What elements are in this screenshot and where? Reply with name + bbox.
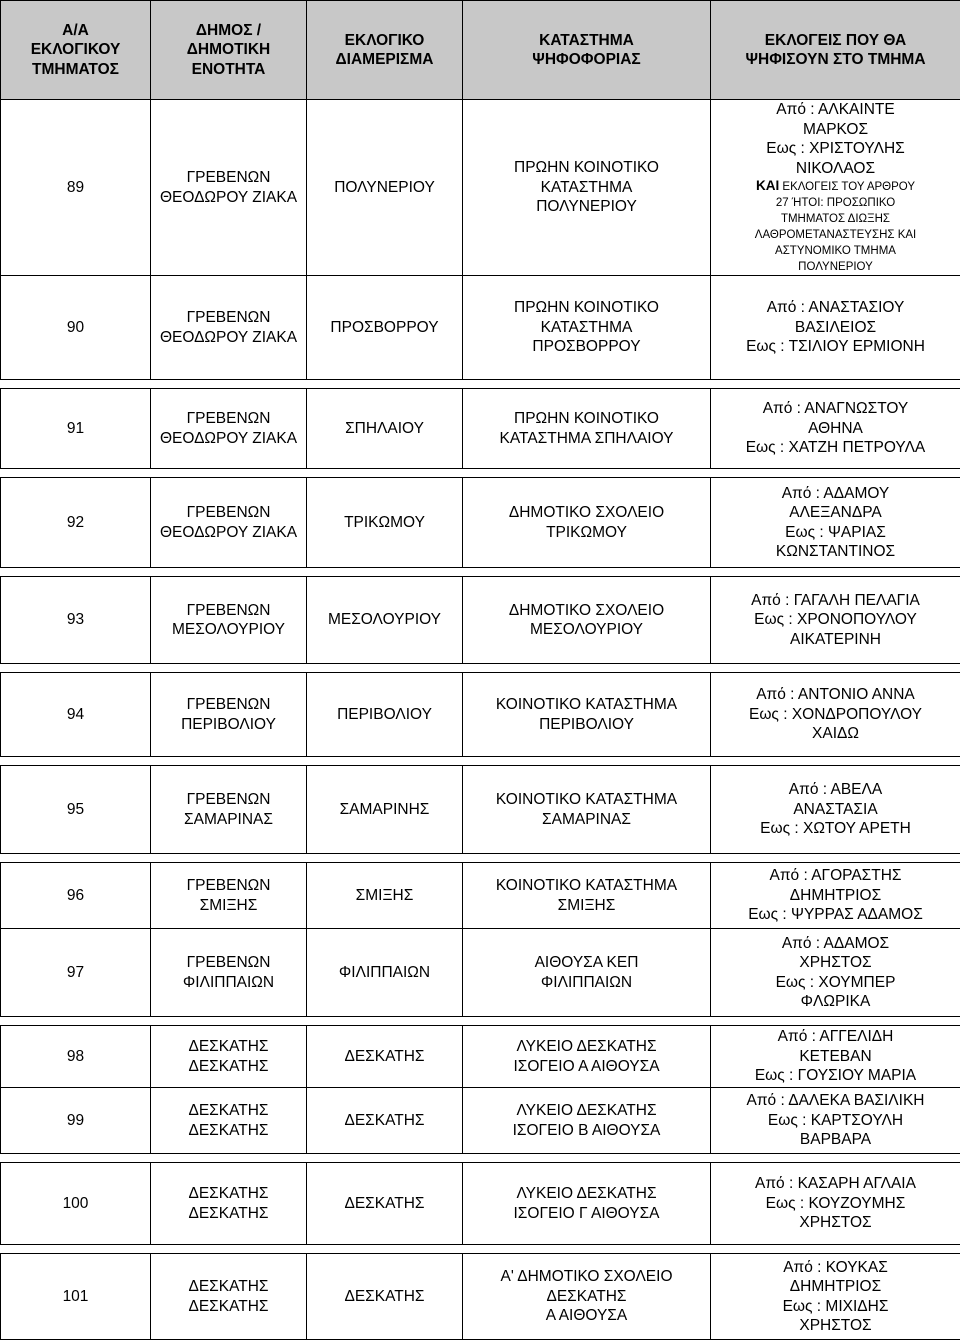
cell-line: Από : ΑΝΤΟΝΙΟ ΑΝΝΑ — [713, 685, 958, 705]
cell-katastima — [463, 766, 711, 854]
header-line: ΕΚΛΟΓΙΚΟ — [309, 31, 460, 51]
header-line: ΕΚΛΟΓΙΚΟΥ — [3, 40, 148, 60]
table-row — [1, 276, 960, 380]
row-number: 89 — [1, 100, 151, 276]
cell-ekloges — [711, 673, 960, 757]
cell-line: Εως : ΧΑΤΖΗ ΠΕΤΡΟΥΛΑ — [713, 438, 958, 458]
cell-line: ΔΕΣΚΑΤΗΣ — [153, 1297, 304, 1317]
cell-dimos — [151, 1254, 307, 1340]
row-number: 96 — [1, 863, 151, 929]
table-row — [1, 1088, 960, 1154]
row-number: 94 — [1, 673, 151, 757]
cell-dimos — [151, 389, 307, 469]
cell-dimos — [151, 766, 307, 854]
cell-line: ΠΡΩΗΝ ΚΟΙΝΟΤΙΚΟ — [465, 298, 708, 318]
row-number: 101 — [1, 1254, 151, 1340]
cell-line: ΣΑΜΑΡΙΝΑΣ — [465, 810, 708, 830]
cell-ekloges — [711, 863, 960, 929]
cell-line: Από : ΑΛΚΑΙΝΤΕ — [713, 100, 958, 120]
cell-ekloges — [711, 100, 960, 276]
cell-line: ΓΡΕΒΕΝΩΝ — [153, 695, 304, 715]
cell-line: ΔΕΣΚΑΤΗΣ — [153, 1204, 304, 1224]
cell-diam — [307, 863, 463, 929]
cell-line: ΚΩΝΣΤΑΝΤΙΝΟΣ — [713, 542, 958, 562]
cell-line: ΜΕΣΟΛΟΥΡΙΟΥ — [153, 620, 304, 640]
cell-ekloges — [711, 577, 960, 664]
cell-line: ΚΟΙΝΟΤΙΚΟ ΚΑΤΑΣΤΗΜΑ — [465, 876, 708, 896]
cell-line: Εως : ΜΙΧΙΔΗΣ — [713, 1297, 958, 1317]
row-number: 100 — [1, 1163, 151, 1245]
cell-line: ΔΕΣΚΑΤΗΣ — [309, 1111, 460, 1131]
cell-dimos — [151, 276, 307, 380]
row-gap-cell — [1, 469, 960, 478]
row-number: 92 — [1, 478, 151, 568]
cell-line: ΠΡΩΗΝ ΚΟΙΝΟΤΙΚΟ — [465, 409, 708, 429]
cell-katastima — [463, 478, 711, 568]
cell-ekloges — [711, 1088, 960, 1154]
cell-diam — [307, 577, 463, 664]
cell-line: ΚΑΤΑΣΤΗΜΑ ΣΠΗΛΑΙΟΥ — [465, 429, 708, 449]
cell-line: ΤΡΙΚΩΜΟΥ — [465, 523, 708, 543]
cell-line: ΣΑΜΑΡΙΝΗΣ — [309, 800, 460, 820]
cell-diam — [307, 673, 463, 757]
cell-line: ΣΜΙΞΗΣ — [153, 896, 304, 916]
table-row — [1, 478, 960, 568]
cell-dimos — [151, 100, 307, 276]
cell-line: ΙΣΟΓΕΙΟ Β ΑΙΘΟΥΣΑ — [465, 1121, 708, 1141]
table-row — [1, 1254, 960, 1340]
cell-line: ΔΕΣΚΑΤΗΣ — [309, 1047, 460, 1067]
cell-line: Εως : ΤΣΙΛΙΟΥ ΕΡΜΙΟΝΗ — [713, 337, 958, 357]
cell-line: ΔΕΣΚΑΤΗΣ — [153, 1184, 304, 1204]
row-gap — [1, 664, 960, 673]
cell-line: ΚΑΤΑΣΤΗΜΑ — [465, 178, 708, 198]
cell-ekloges — [711, 1026, 960, 1088]
cell-line: Εως : ΓΟΥΣΙΟΥ ΜΑΡΙΑ — [713, 1066, 958, 1086]
cell-line: ΠΕΡΙΒΟΛΙΟΥ — [465, 715, 708, 735]
note-line: 27 ΉΤΟΙ: ΠΡΟΣΩΠΙΚΟ — [713, 195, 958, 211]
header-line: ΤΜΗΜΑΤΟΣ — [3, 60, 148, 80]
cell-line: ΘΕΟΔΩΡΟΥ ΖΙΑΚΑ — [153, 429, 304, 449]
cell-diam — [307, 1163, 463, 1245]
cell-line: Από : ΑΝΑΣΤΑΣΙΟΥ — [713, 298, 958, 318]
cell-dimos — [151, 929, 307, 1017]
cell-line: ΝΙΚΟΛΑΟΣ — [713, 159, 958, 179]
cell-diam — [307, 276, 463, 380]
cell-line: Εως : ΧΟΥΜΠΕΡ — [713, 973, 958, 993]
table-row — [1, 1026, 960, 1088]
cell-ekloges — [711, 929, 960, 1017]
cell-line: Α' ΔΗΜΟΤΙΚΟ ΣΧΟΛΕΙΟ — [465, 1267, 708, 1287]
cell-diam — [307, 1026, 463, 1088]
cell-diam — [307, 1088, 463, 1154]
header-line: ΨΗΦΟΦΟΡΙΑΣ — [465, 50, 708, 70]
table-row — [1, 766, 960, 854]
cell-line: ΔΗΜΗΤΡΙΟΣ — [713, 886, 958, 906]
cell-line: ΣΑΜΑΡΙΝΑΣ — [153, 810, 304, 830]
cell-ekloges — [711, 276, 960, 380]
table-row — [1, 929, 960, 1017]
cell-line: ΚΟΙΝΟΤΙΚΟ ΚΑΤΑΣΤΗΜΑ — [465, 790, 708, 810]
row-number: 95 — [1, 766, 151, 854]
note-article27 — [713, 178, 958, 195]
header-aa — [1, 1, 151, 100]
cell-line: ΧΑΙΔΩ — [713, 724, 958, 744]
cell-line: ΓΡΕΒΕΝΩΝ — [153, 168, 304, 188]
cell-line: ΠΡΟΣΒΟΡΡΟΥ — [309, 318, 460, 338]
note-kai: ΚΑΙ — [756, 178, 779, 193]
header-dimos — [151, 1, 307, 100]
cell-line: ΦΙΛΙΠΠΑΙΩΝ — [465, 973, 708, 993]
cell-line: ΠΕΡΙΒΟΛΙΟΥ — [309, 705, 460, 725]
row-gap-cell — [1, 1245, 960, 1254]
cell-line: ΠΡΩΗΝ ΚΟΙΝΟΤΙΚΟ — [465, 158, 708, 178]
table-body — [1, 100, 960, 1340]
cell-line: ΔΕΣΚΑΤΗΣ — [153, 1121, 304, 1141]
row-number: 90 — [1, 276, 151, 380]
cell-line: ΔΗΜΟΤΙΚΟ ΣΧΟΛΕΙΟ — [465, 503, 708, 523]
cell-line: ΛΥΚΕΙΟ ΔΕΣΚΑΤΗΣ — [465, 1101, 708, 1121]
cell-dimos — [151, 478, 307, 568]
cell-dimos — [151, 673, 307, 757]
row-number: 98 — [1, 1026, 151, 1088]
cell-ekloges — [711, 478, 960, 568]
note-line: ΑΣΤΥΝΟΜΙΚΟ ΤΜΗΜΑ — [713, 243, 958, 259]
header-katastima — [463, 1, 711, 100]
cell-line: ΔΕΣΚΑΤΗΣ — [309, 1194, 460, 1214]
cell-line: Από : ΚΑΣΑΡΗ ΑΓΛΑΙΑ — [713, 1174, 958, 1194]
cell-ekloges — [711, 1163, 960, 1245]
row-gap — [1, 568, 960, 577]
cell-line: Εως : ΧΟΝΔΡΟΠΟΥΛΟΥ — [713, 705, 958, 725]
cell-line: ΑΘΗΝΑ — [713, 419, 958, 439]
cell-line: ΓΡΕΒΕΝΩΝ — [153, 790, 304, 810]
cell-katastima — [463, 1254, 711, 1340]
header-line: ΕΝΟΤΗΤΑ — [153, 60, 304, 80]
row-number: 99 — [1, 1088, 151, 1154]
cell-dimos — [151, 1088, 307, 1154]
cell-line: ΦΛΩΡΙΚΑ — [713, 992, 958, 1012]
cell-line: ΔΕΣΚΑΤΗΣ — [309, 1287, 460, 1307]
cell-ekloges — [711, 766, 960, 854]
cell-katastima — [463, 929, 711, 1017]
cell-line: ΔΕΣΚΑΤΗΣ — [153, 1037, 304, 1057]
cell-diam — [307, 100, 463, 276]
row-number: 93 — [1, 577, 151, 664]
cell-line: Από : ΑΒΕΛΑ — [713, 780, 958, 800]
cell-line: ΣΜΙΞΗΣ — [465, 896, 708, 916]
table-row — [1, 863, 960, 929]
row-gap-cell — [1, 1154, 960, 1163]
header-line: ΔΙΑΜΕΡΙΣΜΑ — [309, 50, 460, 70]
note-line: ΠΟΛΥΝΕΡΙΟΥ — [713, 259, 958, 275]
cell-line: Από : ΑΓΓΕΛΙΔΗ — [713, 1027, 958, 1047]
table-row — [1, 100, 960, 276]
header-line: ΔΗΜΟΣ / — [153, 21, 304, 41]
cell-line: ΜΕΣΟΛΟΥΡΙΟΥ — [309, 610, 460, 630]
cell-katastima — [463, 863, 711, 929]
row-gap — [1, 1154, 960, 1163]
cell-line: Εως : ΚΟΥΖΟΥΜΗΣ — [713, 1194, 958, 1214]
cell-line: ΘΕΟΔΩΡΟΥ ΖΙΑΚΑ — [153, 328, 304, 348]
cell-line: Από : ΔΑΛΕΚΑ ΒΑΣΙΛΙΚΗ — [713, 1091, 958, 1111]
row-gap-cell — [1, 757, 960, 766]
cell-diam — [307, 766, 463, 854]
cell-line: Από : ΚΟΥΚΑΣ — [713, 1258, 958, 1278]
note-line: ΕΚΛΟΓΕΙΣ ΤΟΥ ΑΡΘΡΟΥ — [782, 181, 915, 193]
cell-katastima — [463, 100, 711, 276]
cell-line: Εως : ΧΡΟΝΟΠΟΥΛΟΥ — [713, 610, 958, 630]
row-gap — [1, 1245, 960, 1254]
cell-katastima — [463, 673, 711, 757]
cell-line: ΠΡΟΣΒΟΡΡΟΥ — [465, 337, 708, 357]
cell-line: Εως : ΨΥΡΡΑΣ ΑΔΑΜΟΣ — [713, 905, 958, 925]
cell-line: ΚΟΙΝΟΤΙΚΟ ΚΑΤΑΣΤΗΜΑ — [465, 695, 708, 715]
cell-line: ΙΣΟΓΕΙΟ Γ ΑΙΘΟΥΣΑ — [465, 1204, 708, 1224]
header-line: Α/Α — [3, 21, 148, 41]
cell-line: ΛΥΚΕΙΟ ΔΕΣΚΑΤΗΣ — [465, 1184, 708, 1204]
cell-line: ΓΡΕΒΕΝΩΝ — [153, 409, 304, 429]
row-gap-cell — [1, 380, 960, 389]
cell-diam — [307, 1254, 463, 1340]
cell-line: ΦΙΛΙΠΠΑΙΩΝ — [309, 963, 460, 983]
cell-line: Από : ΑΝΑΓΝΩΣΤΟΥ — [713, 399, 958, 419]
cell-katastima — [463, 276, 711, 380]
cell-line: ΣΠΗΛΑΙΟΥ — [309, 419, 460, 439]
row-gap — [1, 757, 960, 766]
cell-line: ΔΕΣΚΑΤΗΣ — [465, 1287, 708, 1307]
cell-line: ΑΝΑΣΤΑΣΙΑ — [713, 800, 958, 820]
row-gap-cell — [1, 664, 960, 673]
cell-line: ΚΑΤΑΣΤΗΜΑ — [465, 318, 708, 338]
cell-line: ΓΡΕΒΕΝΩΝ — [153, 308, 304, 328]
cell-line: ΑΙΚΑΤΕΡΙΝΗ — [713, 630, 958, 650]
table-row — [1, 577, 960, 664]
cell-dimos — [151, 577, 307, 664]
cell-diam — [307, 478, 463, 568]
cell-line: ΔΗΜΗΤΡΙΟΣ — [713, 1277, 958, 1297]
cell-katastima — [463, 389, 711, 469]
header-line: ΨΗΦΙΣΟΥΝ ΣΤΟ ΤΜΗΜΑ — [713, 50, 958, 70]
cell-line: ΔΗΜΟΤΙΚΟ ΣΧΟΛΕΙΟ — [465, 601, 708, 621]
cell-line: ΦΙΛΙΠΠΑΙΩΝ — [153, 973, 304, 993]
cell-line: ΙΣΟΓΕΙΟ Α ΑΙΘΟΥΣΑ — [465, 1057, 708, 1077]
row-gap — [1, 1017, 960, 1026]
cell-line: ΧΡΗΣΤΟΣ — [713, 953, 958, 973]
cell-line: ΑΙΘΟΥΣΑ ΚΕΠ — [465, 953, 708, 973]
cell-line: ΓΡΕΒΕΝΩΝ — [153, 953, 304, 973]
header-line: ΔΗΜΟΤΙΚΗ — [153, 40, 304, 60]
cell-line: ΠΕΡΙΒΟΛΙΟΥ — [153, 715, 304, 735]
header-row — [1, 1, 960, 100]
cell-line: ΧΡΗΣΤΟΣ — [713, 1316, 958, 1336]
table-row — [1, 389, 960, 469]
cell-line: Εως : ΧΡΙΣΤΟΥΛΗΣ — [713, 139, 958, 159]
cell-line: Από : ΑΓΟΡΑΣΤΗΣ — [713, 866, 958, 886]
cell-line: ΘΕΟΔΩΡΟΥ ΖΙΑΚΑ — [153, 188, 304, 208]
table-row — [1, 1163, 960, 1245]
cell-line: ΜΕΣΟΛΟΥΡΙΟΥ — [465, 620, 708, 640]
cell-ekloges — [711, 389, 960, 469]
row-number: 91 — [1, 389, 151, 469]
row-gap — [1, 469, 960, 478]
row-gap-cell — [1, 1017, 960, 1026]
cell-dimos — [151, 863, 307, 929]
cell-line: Από : ΑΔΑΜΟΥ — [713, 484, 958, 504]
cell-line: ΧΡΗΣΤΟΣ — [713, 1213, 958, 1233]
row-number: 97 — [1, 929, 151, 1017]
cell-dimos — [151, 1163, 307, 1245]
cell-line: Από : ΓΑΓΑΛΗ ΠΕΛΑΓΙΑ — [713, 591, 958, 611]
cell-katastima — [463, 577, 711, 664]
note-line: ΛΑΘΡΟΜΕΤΑΝΑΣΤΕΥΣΗΣ ΚΑΙ — [713, 227, 958, 243]
cell-line: Α ΑΙΘΟΥΣΑ — [465, 1306, 708, 1326]
cell-line: Εως : ΨΑΡΙΑΣ — [713, 523, 958, 543]
cell-katastima — [463, 1026, 711, 1088]
cell-line: ΑΛΕΞΑΝΔΡΑ — [713, 503, 958, 523]
cell-line: ΘΕΟΔΩΡΟΥ ΖΙΑΚΑ — [153, 523, 304, 543]
row-gap — [1, 380, 960, 389]
cell-line: ΜΑΡΚΟΣ — [713, 120, 958, 140]
cell-ekloges — [711, 1254, 960, 1340]
cell-line: ΒΑΣΙΛΕΙΟΣ — [713, 318, 958, 338]
cell-diam — [307, 929, 463, 1017]
cell-diam — [307, 389, 463, 469]
cell-katastima — [463, 1163, 711, 1245]
cell-line: ΒΑΡΒΑΡΑ — [713, 1130, 958, 1150]
cell-line: ΠΟΛΥΝΕΡΙΟΥ — [465, 197, 708, 217]
note-line: ΤΜΗΜΑΤΟΣ ΔΙΩΞΗΣ — [713, 211, 958, 227]
header-line: ΚΑΤΑΣΤΗΜΑ — [465, 31, 708, 51]
cell-katastima — [463, 1088, 711, 1154]
cell-dimos — [151, 1026, 307, 1088]
cell-line: Εως : ΚΑΡΤΣΟΥΛΗ — [713, 1111, 958, 1131]
cell-line: ΠΟΛΥΝΕΡΙΟΥ — [309, 178, 460, 198]
cell-line: Εως : ΧΩΤΟΥ ΑΡΕΤΗ — [713, 819, 958, 839]
table-row — [1, 673, 960, 757]
cell-line: ΔΕΣΚΑΤΗΣ — [153, 1057, 304, 1077]
cell-line: ΓΡΕΒΕΝΩΝ — [153, 503, 304, 523]
cell-line: ΓΡΕΒΕΝΩΝ — [153, 876, 304, 896]
cell-line: Από : ΑΔΑΜΟΣ — [713, 934, 958, 954]
row-gap — [1, 854, 960, 863]
cell-line: ΔΕΣΚΑΤΗΣ — [153, 1101, 304, 1121]
row-gap-cell — [1, 568, 960, 577]
cell-line: ΚΕΤΕΒΑΝ — [713, 1047, 958, 1067]
header-diamerisma — [307, 1, 463, 100]
row-gap-cell — [1, 854, 960, 863]
header-line: ΕΚΛΟΓΕΙΣ ΠΟΥ ΘΑ — [713, 31, 958, 51]
cell-line: ΔΕΣΚΑΤΗΣ — [153, 1277, 304, 1297]
cell-line: ΓΡΕΒΕΝΩΝ — [153, 601, 304, 621]
cell-line: ΛΥΚΕΙΟ ΔΕΣΚΑΤΗΣ — [465, 1037, 708, 1057]
cell-line: ΣΜΙΞΗΣ — [309, 886, 460, 906]
header-ekloges — [711, 1, 960, 100]
cell-line: ΤΡΙΚΩΜΟΥ — [309, 513, 460, 533]
